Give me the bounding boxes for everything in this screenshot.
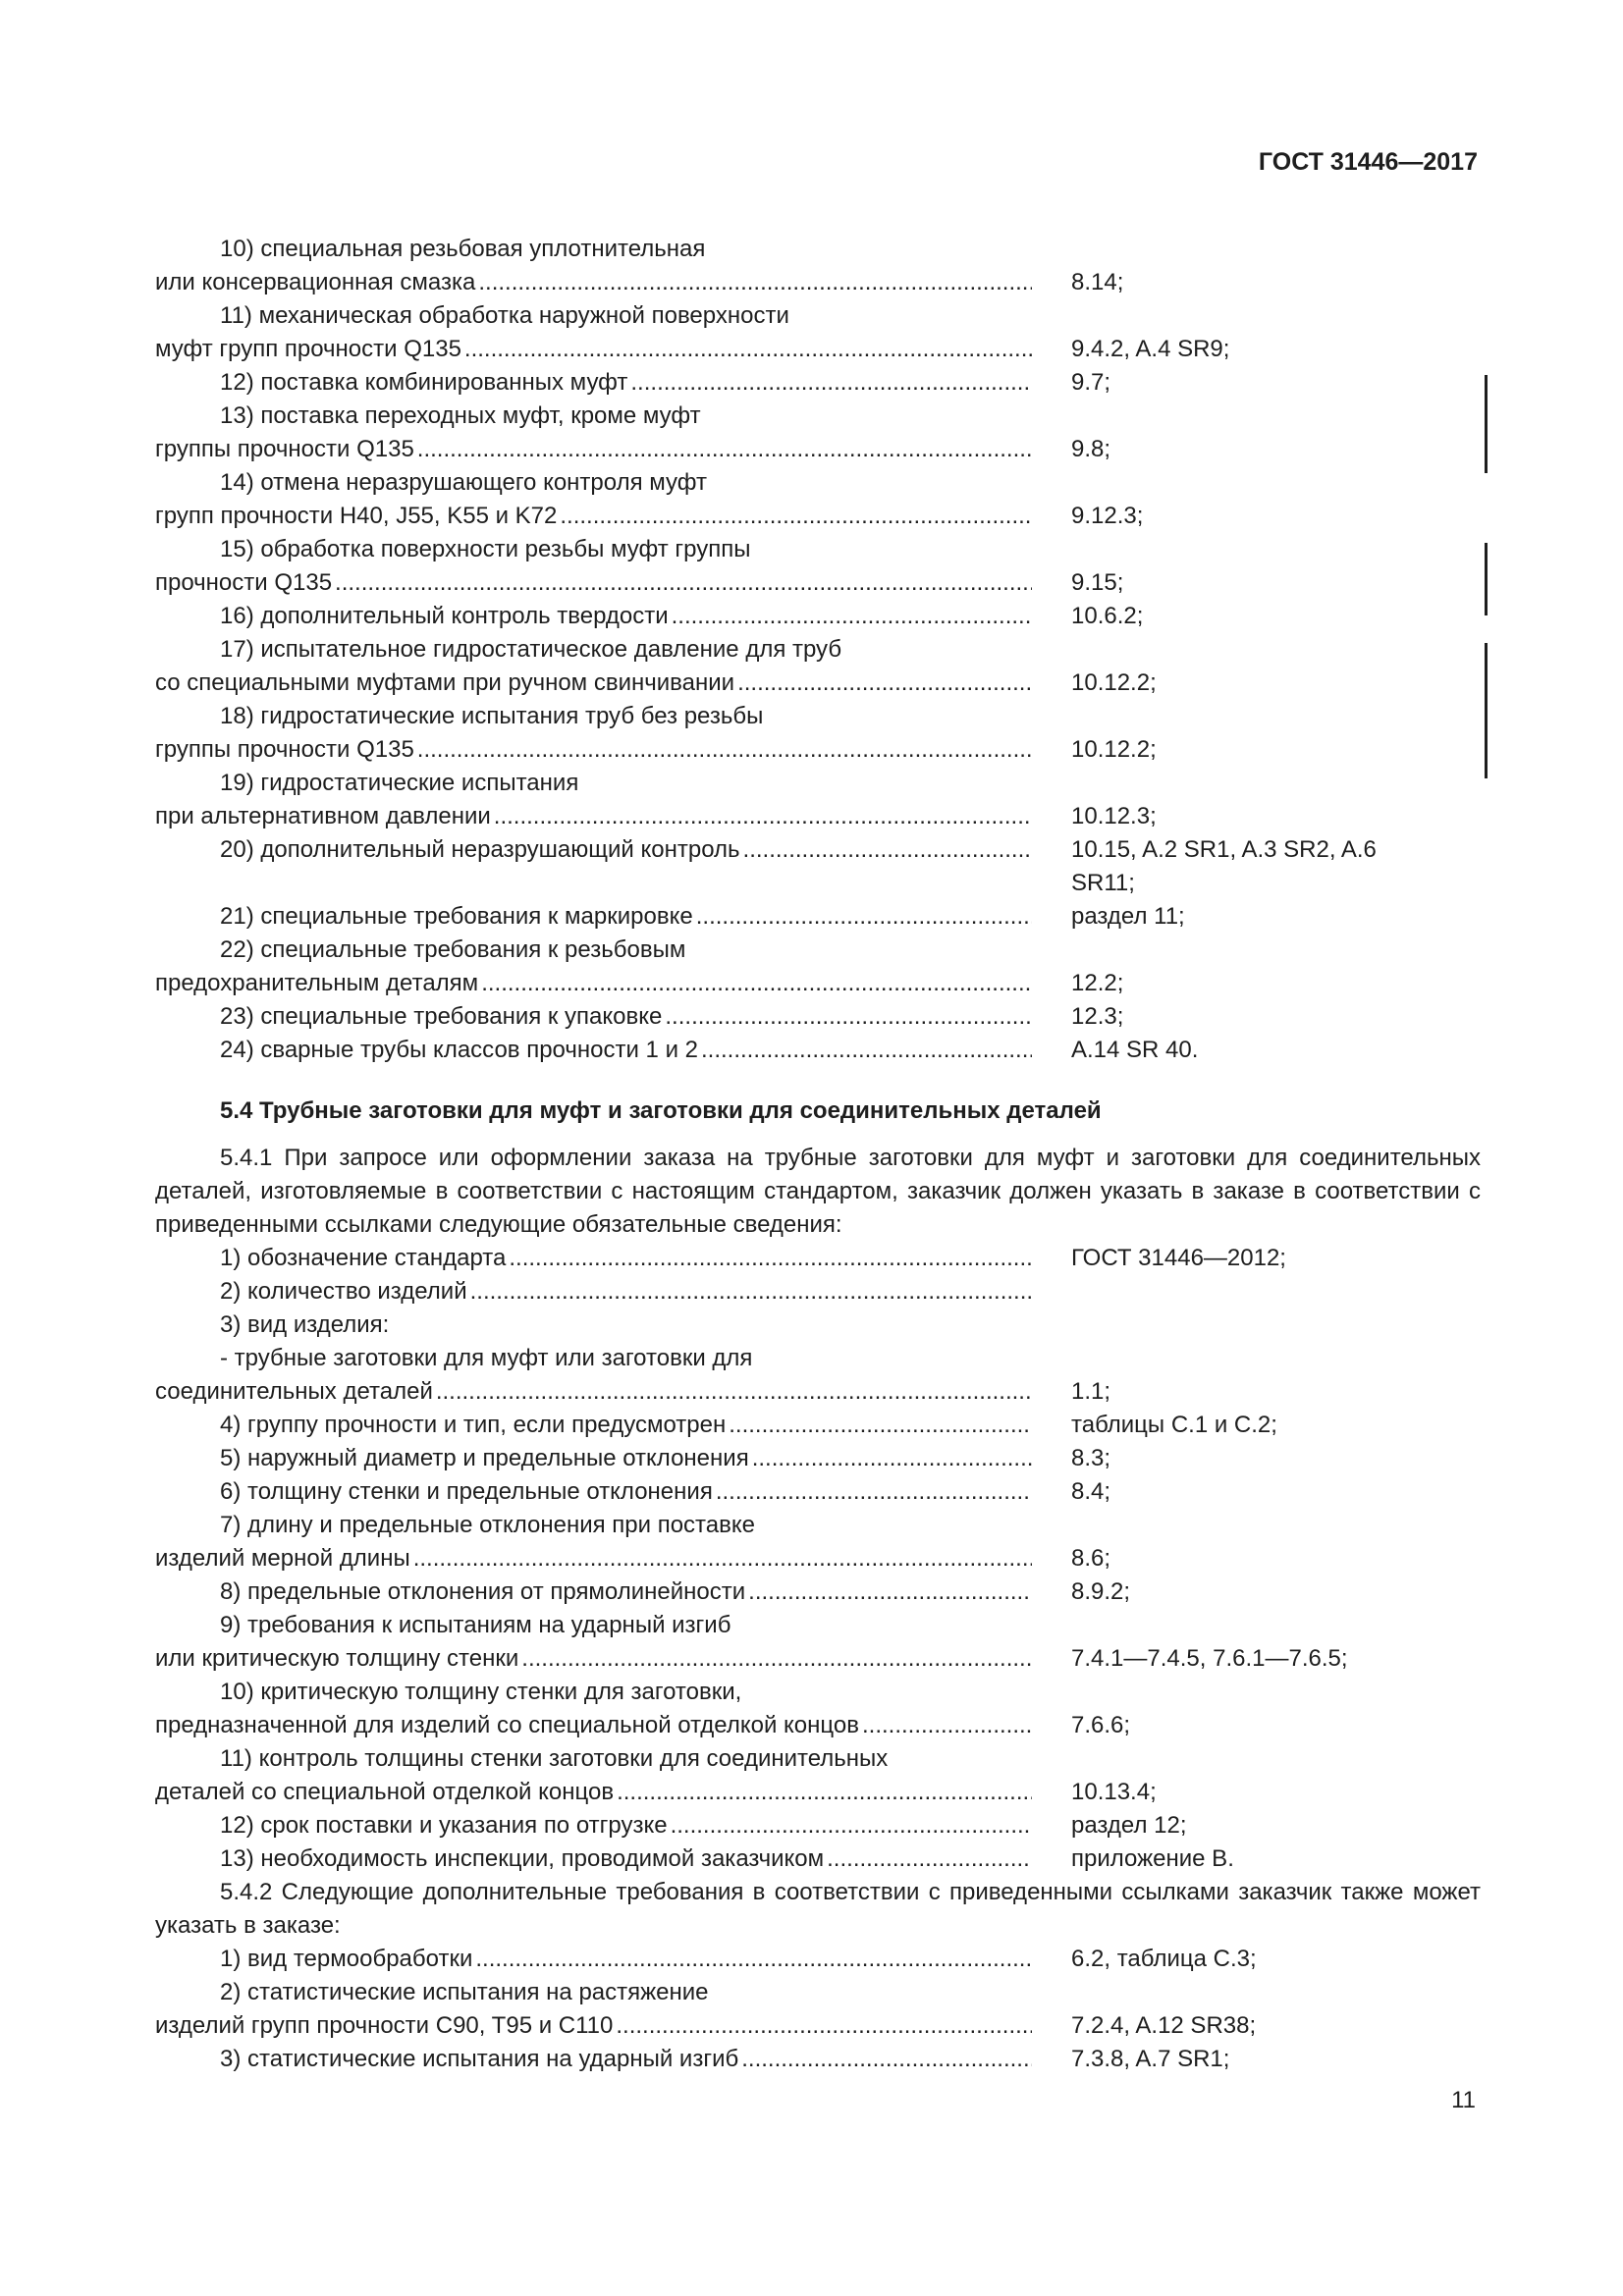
dot-leader <box>748 1575 1032 1609</box>
list-line <box>155 1375 1481 1409</box>
list-item-text: - трубные заготовки для муфт или заготовки для <box>220 1345 753 1371</box>
dot-leader <box>672 600 1032 633</box>
dot-leader <box>630 366 1032 400</box>
list-line <box>155 1509 1481 1542</box>
list-item-text: 3) вид изделия: <box>220 1311 390 1338</box>
dot-leader <box>478 266 1032 299</box>
list-line <box>155 333 1481 366</box>
list-item-reference: 10.13.4; <box>1071 1779 1157 1805</box>
paragraph-5-4-2: 5.4.2 Следующие дополнительные требования в соответствии с приведенными ссылками заказчик также может указать в заказе: <box>155 1879 1481 1939</box>
list-line <box>155 566 1481 600</box>
dot-leader <box>827 1842 1032 1876</box>
dot-leader <box>743 833 1032 867</box>
list-line <box>155 633 1481 667</box>
list-line <box>155 1642 1481 1676</box>
list-line <box>155 266 1481 299</box>
list-item-text: 11) контроль толщины стенки заготовки для соединительных <box>220 1745 889 1772</box>
dot-leader <box>413 1542 1032 1575</box>
list-item-reference: таблицы C.1 и C.2; <box>1071 1412 1277 1438</box>
list-item-reference: приложение B. <box>1071 1845 1234 1872</box>
list-item-reference: 10.12.3; <box>1071 803 1157 829</box>
list-line <box>155 934 1481 967</box>
requirements-list-c <box>155 1943 1481 2076</box>
dot-leader <box>862 1709 1032 1742</box>
dot-leader <box>696 900 1032 934</box>
dot-leader <box>752 1442 1032 1475</box>
dot-leader <box>560 500 1032 533</box>
list-item-text: деталей со специальной отделкой концов <box>155 1779 615 1805</box>
dot-leader <box>464 333 1032 366</box>
dot-leader <box>737 667 1032 700</box>
list-item-text: 11) механическая обработка наружной поверхности <box>220 302 789 329</box>
list-item-text: 12) поставка комбинированных муфт <box>220 369 628 396</box>
list-line <box>155 1475 1481 1509</box>
list-item-text: 1) обозначение стандарта <box>220 1245 507 1271</box>
list-line <box>155 1409 1481 1442</box>
list-line <box>155 1809 1481 1842</box>
list-item-text: 18) гидростатические испытания труб без резьбы <box>220 703 764 729</box>
list-item-reference: 12.3; <box>1071 1003 1124 1030</box>
page-number: 11 <box>1451 2087 1476 2113</box>
list-item-text: или консервационная смазка <box>155 269 476 295</box>
list-item-text: прочности Q135 <box>155 569 333 596</box>
list-line <box>155 1342 1481 1375</box>
list-item-reference: 7.4.1—7.4.5, 7.6.1—7.6.5; <box>1071 1645 1348 1672</box>
change-bar <box>1485 375 1488 473</box>
list-item-reference: раздел 12; <box>1071 1812 1187 1839</box>
list-line <box>155 733 1481 767</box>
list-item-text: 8) предельные отклонения от прямолинейности <box>220 1578 746 1605</box>
list-item-text: 23) специальные требования к упаковке <box>220 1003 663 1030</box>
list-line <box>155 900 1481 934</box>
list-item-text: 3) статистические испытания на ударный изгиб <box>220 2046 739 2072</box>
list-item-text: 1) вид термообработки <box>220 1946 473 1972</box>
list-item-reference: 9.7; <box>1071 369 1111 396</box>
list-item-text: 17) испытательное гидростатическое давление для труб <box>220 636 842 663</box>
dot-leader <box>665 1000 1032 1034</box>
list-line <box>155 1676 1481 1709</box>
list-line <box>155 1542 1481 1575</box>
list-line <box>155 1442 1481 1475</box>
list-item-reference: ГОСТ 31446—2012; <box>1071 1245 1286 1271</box>
list-item-text: предназначенной для изделий со специальной отделкой концов <box>155 1712 859 1738</box>
dot-leader <box>701 1034 1032 1067</box>
list-item-reference: 6.2, таблица C.3; <box>1071 1946 1257 1972</box>
list-item-text: 24) сварные трубы классов прочности 1 и 2 <box>220 1037 698 1063</box>
list-item-reference: 8.14; <box>1071 269 1124 295</box>
list-item-text: группы прочности Q135 <box>155 436 414 462</box>
list-item-text: 20) дополнительный неразрушающий контроль <box>220 836 740 863</box>
dot-leader <box>335 566 1032 600</box>
dot-leader <box>470 1275 1032 1308</box>
list-line <box>155 433 1481 466</box>
list-item-text: изделий мерной длины <box>155 1545 410 1572</box>
dot-leader <box>616 2009 1032 2043</box>
list-line <box>155 600 1481 633</box>
list-item-reference: SR11; <box>1071 870 1135 896</box>
dot-leader <box>671 1809 1032 1842</box>
list-line <box>155 1842 1481 1876</box>
section-title: 5.4 Трубные заготовки для муфт и заготовки для соединительных деталей <box>220 1097 1102 1124</box>
dot-leader <box>436 1375 1032 1409</box>
list-line <box>155 233 1481 266</box>
list-item-reference: 9.4.2, A.4 SR9; <box>1071 336 1230 362</box>
list-item-reference: 1.1; <box>1071 1378 1111 1405</box>
list-item-text: муфт групп прочности Q135 <box>155 336 461 362</box>
list-item-text: 21) специальные требования к маркировке <box>220 903 693 930</box>
list-item-reference: 10.15, A.2 SR1, A.3 SR2, A.6 <box>1071 836 1377 863</box>
list-line <box>155 767 1481 800</box>
list-item-reference: раздел 11; <box>1071 903 1185 930</box>
list-item-reference: 8.9.2; <box>1071 1578 1131 1605</box>
document-header: ГОСТ 31446—2017 <box>1258 148 1478 176</box>
list-line <box>155 1000 1481 1034</box>
dot-leader <box>481 967 1032 1000</box>
dot-leader <box>509 1242 1032 1275</box>
list-line <box>155 1709 1481 1742</box>
list-line <box>155 700 1481 733</box>
list-item-text: 6) толщину стенки и предельные отклонения <box>220 1478 713 1505</box>
dot-leader <box>521 1642 1032 1676</box>
list-item-text: 4) группу прочности и тип, если предусмотрен <box>220 1412 727 1438</box>
paragraph-5-4-1: 5.4.1 При запросе или оформлении заказа на трубные заготовки для муфт и заготовки для соединительных деталей, изготовляемые в соответствии с настоящим стандартом, заказчик должен указать в заказе в соответствии с приведенными ссылками следующие обязательные сведения: <box>155 1145 1481 1238</box>
list-line <box>155 2043 1481 2076</box>
list-item-text: соединительных деталей <box>155 1378 433 1405</box>
list-line <box>155 1308 1481 1342</box>
list-item-text: предохранительным деталям <box>155 970 479 996</box>
list-item-reference: 7.3.8, A.7 SR1; <box>1071 2046 1230 2072</box>
list-item-text: 9) требования к испытаниям на ударный изгиб <box>220 1612 731 1638</box>
list-item-reference: A.14 SR 40. <box>1071 1037 1199 1063</box>
change-bar <box>1485 643 1488 778</box>
requirements-list-b <box>155 1242 1481 1876</box>
list-item-text: или критическую толщину стенки <box>155 1645 519 1672</box>
list-line <box>155 1575 1481 1609</box>
dot-leader <box>417 733 1032 767</box>
list-item-text: со специальными муфтами при ручном свинчивании <box>155 669 735 696</box>
list-line <box>155 1742 1481 1776</box>
dot-leader <box>716 1475 1032 1509</box>
dot-leader <box>729 1409 1032 1442</box>
list-line <box>155 1943 1481 1976</box>
change-bar <box>1485 543 1488 615</box>
list-item-reference: 7.6.6; <box>1071 1712 1131 1738</box>
list-line <box>155 967 1481 1000</box>
list-line <box>155 833 1481 867</box>
list-item-text: групп прочности H40, J55, K55 и K72 <box>155 503 558 529</box>
list-line <box>155 500 1481 533</box>
list-item-text: 13) поставка переходных муфт, кроме муфт <box>220 402 701 429</box>
list-item-reference: 10.12.2; <box>1071 736 1157 763</box>
list-item-text: 7) длину и предельные отклонения при поставке <box>220 1512 755 1538</box>
list-line <box>155 1609 1481 1642</box>
list-item-reference: 8.3; <box>1071 1445 1111 1471</box>
list-item-reference: 7.2.4, A.12 SR38; <box>1071 2012 1257 2039</box>
list-line <box>155 1034 1481 1067</box>
list-line <box>155 800 1481 833</box>
list-item-text: 12) срок поставки и указания по отгрузке <box>220 1812 668 1839</box>
list-line <box>155 1275 1481 1308</box>
list-item-text: 5) наружный диаметр и предельные отклонения <box>220 1445 749 1471</box>
list-item-text: 22) специальные требования к резьбовым <box>220 936 686 963</box>
list-line <box>155 533 1481 566</box>
list-item-text: 2) количество изделий <box>220 1278 467 1305</box>
list-item-reference: 10.12.2; <box>1071 669 1157 696</box>
list-item-text: группы прочности Q135 <box>155 736 414 763</box>
list-item-reference: 9.12.3; <box>1071 503 1144 529</box>
list-line <box>155 2009 1481 2043</box>
dot-leader <box>417 433 1032 466</box>
list-item-text: 13) необходимость инспекции, проводимой заказчиком <box>220 1845 825 1872</box>
page-content <box>155 233 1481 2076</box>
list-item-text: при альтернативном давлении <box>155 803 491 829</box>
dot-leader <box>741 2043 1032 2076</box>
requirements-list-a <box>155 233 1481 1067</box>
list-item-reference: 9.8; <box>1071 436 1111 462</box>
dot-leader <box>617 1776 1032 1809</box>
list-item-reference: 10.6.2; <box>1071 603 1144 629</box>
list-line <box>155 299 1481 333</box>
list-item-reference: 8.4; <box>1071 1478 1111 1505</box>
list-item-text: 19) гидростатические испытания <box>220 770 579 796</box>
list-line <box>155 1976 1481 2009</box>
list-item-text: 10) специальная резьбовая уплотнительная <box>220 236 706 262</box>
list-item-text: изделий групп прочности C90, T95 и C110 <box>155 2012 614 2039</box>
list-item-reference: 8.6; <box>1071 1545 1111 1572</box>
list-item-text: 14) отмена неразрушающего контроля муфт <box>220 469 707 496</box>
dot-leader <box>494 800 1032 833</box>
list-line <box>155 1242 1481 1275</box>
list-item-reference: 9.15; <box>1071 569 1124 596</box>
dot-leader <box>475 1943 1032 1976</box>
list-item-text: 16) дополнительный контроль твердости <box>220 603 669 629</box>
list-item-text: 15) обработка поверхности резьбы муфт группы <box>220 536 751 562</box>
list-line <box>155 1776 1481 1809</box>
list-line <box>155 466 1481 500</box>
list-line <box>155 366 1481 400</box>
list-line <box>155 667 1481 700</box>
list-line <box>155 867 1481 900</box>
list-item-reference: 12.2; <box>1071 970 1124 996</box>
list-item-text: 10) критическую толщину стенки для заготовки, <box>220 1679 742 1705</box>
list-line <box>155 400 1481 433</box>
list-item-text: 2) статистические испытания на растяжение <box>220 1979 709 2005</box>
